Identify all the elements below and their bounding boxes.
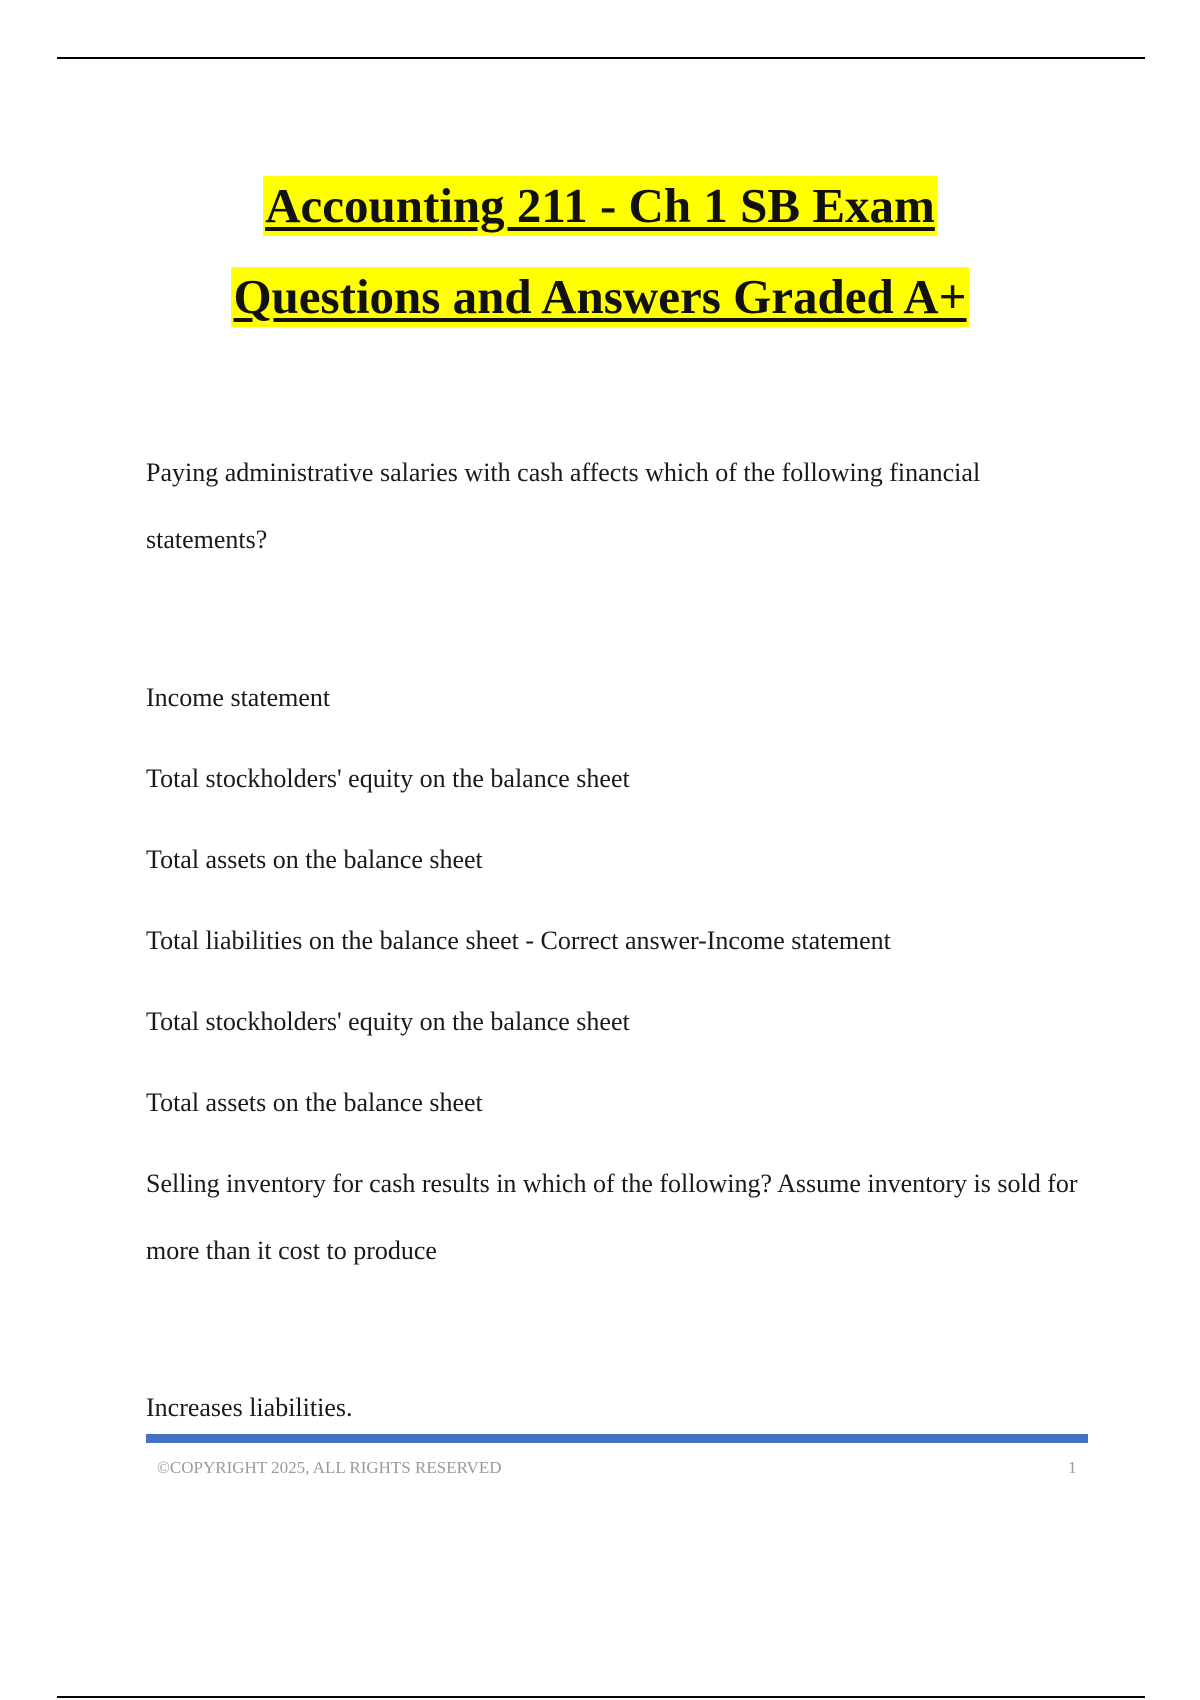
footer-divider-bar [146,1434,1088,1443]
correct-answer-3: Total assets on the balance sheet [146,1088,483,1117]
question-2-text: Selling inventory for cash results in which of the following? Assume inventory is sold for more than it cost to produce [146,1169,1078,1265]
document-title [0,176,1200,327]
page-number: 1 [1068,1458,1077,1477]
answer-option-3: Total assets on the balance sheet [146,845,483,874]
answer-option-2: Total stockholders' equity on the balance sheet [146,764,630,793]
answer-option-4-with-correct-answer: Total liabilities on the balance sheet - Correct answer-Income statement [146,926,891,955]
top-rule [57,57,1145,59]
title-line-2: Questions and Answers Graded A+ [231,267,968,327]
question-1-text: Paying administrative salaries with cash affects which of the following financial statements? [146,458,981,554]
bottom-rule [57,1696,1145,1698]
answer-option-1: Income statement [146,683,331,712]
question-2-option-1: Increases liabilities. [146,1393,353,1422]
footer-copyright: ©COPYRIGHT 2025, ALL RIGHTS RESERVED [157,1458,502,1477]
correct-answer-2: Total stockholders' equity on the balance sheet [146,1007,630,1036]
title-line-1: Accounting 211 - Ch 1 SB Exam [263,176,937,236]
